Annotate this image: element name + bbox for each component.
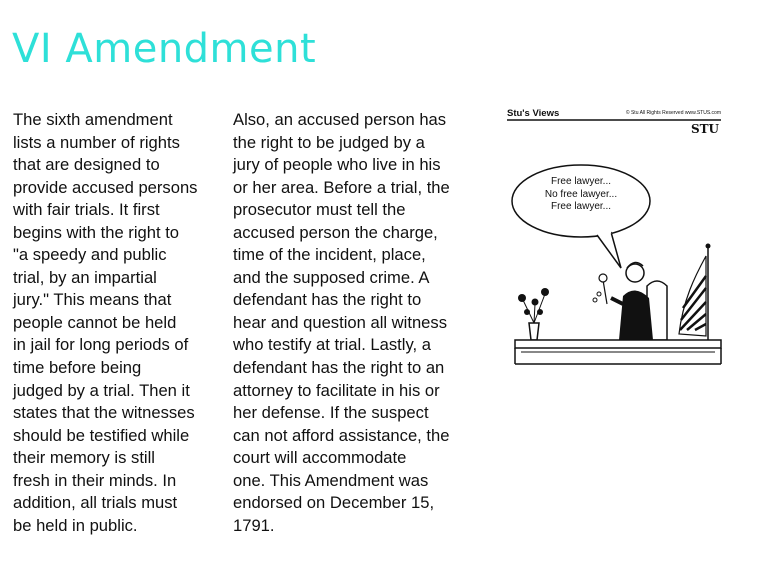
text-line: with fair trials. It first	[13, 200, 160, 220]
text-line: lists a number of rights	[13, 132, 180, 152]
text-line: 1791.	[233, 515, 275, 535]
text-line: the right to be judged by a	[233, 132, 425, 152]
text-line: court will accommodate	[233, 448, 407, 468]
cartoon-copyright: © Stu All Rights Reserved www.STUS.com	[625, 110, 721, 116]
text-line: defendant has the right to an	[233, 358, 445, 378]
bubble-line: No free lawyer...	[544, 188, 618, 200]
text-line: hear and question all witness	[233, 312, 448, 332]
courtroom-cartoon	[507, 108, 725, 370]
text-line: states that the witnesses	[13, 403, 195, 423]
text-column-1	[13, 109, 197, 537]
vase-icon	[529, 323, 539, 340]
page-title: VI Amendment	[12, 26, 317, 72]
text-line: can not afford assistance, the	[233, 425, 450, 445]
text-line: accused person the charge,	[233, 222, 438, 242]
cartoon-drawing	[507, 108, 725, 370]
text-line: who testify at trial. Lastly, a	[233, 335, 431, 355]
text-line: jury of people who live in his	[233, 155, 441, 175]
cartoon-logo: STU	[690, 122, 719, 136]
text-line: and the supposed crime. A	[233, 267, 430, 287]
text-line: that are designed to	[13, 155, 160, 175]
bubble-line: Free lawyer...	[550, 201, 612, 212]
text-line: attorney to facilitate in his or	[233, 380, 440, 400]
text-column-2	[233, 109, 450, 537]
text-line: in jail for long periods of	[13, 335, 189, 355]
text-line: addition, all trials must	[13, 493, 178, 513]
text-line: Also, an accused person has	[233, 110, 447, 129]
text-line: time before being	[13, 358, 142, 378]
text-line: prosecutor must tell the	[233, 200, 406, 220]
text-line: or her area. Before a trial, the	[233, 177, 450, 197]
text-line: one. This Amendment was	[233, 470, 429, 490]
text-line: their memory is still	[13, 448, 155, 468]
text-line: The sixth amendment	[13, 110, 173, 129]
text-line: jury." This means that	[13, 290, 172, 310]
text-line: be held in public.	[13, 515, 138, 535]
bubble-line: Free lawyer...	[550, 176, 612, 187]
text-line: fresh in their minds. In	[13, 470, 177, 490]
text-line: time of the incident, place,	[233, 245, 426, 265]
text-line: provide accused persons	[13, 177, 198, 197]
cartoon-brand: Stu's Views	[507, 108, 560, 119]
text-line: people cannot be held	[13, 312, 177, 332]
text-line: judged by a trial. Then it	[13, 380, 190, 400]
text-line: trial, by an impartial	[13, 267, 157, 287]
text-line: her defense. If the suspect	[233, 403, 429, 423]
text-line: defendant has the right to	[233, 290, 422, 310]
text-line: begins with the right to	[13, 222, 180, 242]
speech-bubble-text	[519, 176, 643, 214]
text-line: endorsed on December 15,	[233, 493, 435, 513]
text-line: should be testified while	[13, 425, 190, 445]
text-line: "a speedy and public	[13, 245, 167, 265]
judge-bench	[515, 340, 721, 348]
